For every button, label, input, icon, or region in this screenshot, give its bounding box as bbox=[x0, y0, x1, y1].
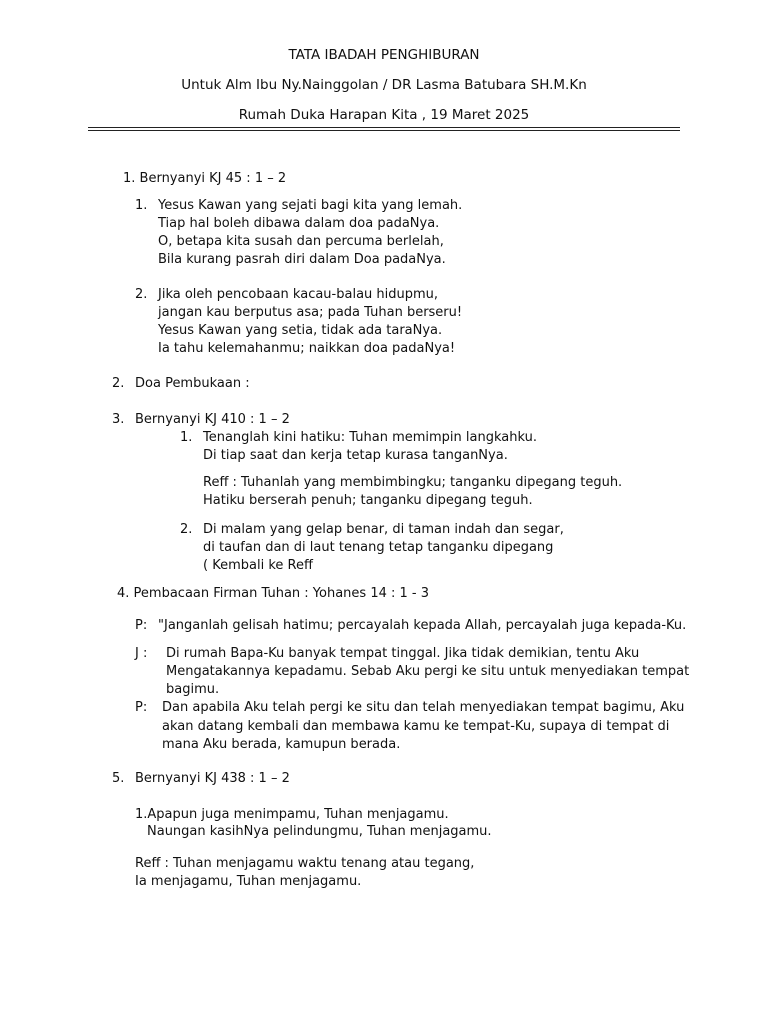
document-subtitle: Untuk Alm Ibu Ny.Nainggolan / DR Lasma Batubara SH.M.Kn bbox=[181, 77, 587, 93]
s3-verse-1-number: 1. bbox=[180, 430, 193, 445]
s4-p2-label: P: bbox=[135, 700, 148, 715]
section-5-heading: Bernyanyi KJ 438 : 1 – 2 bbox=[135, 771, 290, 786]
s1-verse-1-number: 1. bbox=[135, 198, 148, 213]
document-title: TATA IBADAH PENGHIBURAN bbox=[288, 47, 480, 63]
s1-verse-2-line: Ia tahu kelemahanmu; naikkan doa padaNya! bbox=[158, 341, 456, 356]
section-3-number: 3. bbox=[112, 412, 125, 427]
s5-verse-1-line: 1.Apapun juga menimpamu, Tuhan menjagamu. bbox=[135, 807, 449, 822]
s4-p2-line: akan datang kembali dan membawa kamu ke tempat-Ku, supaya di tempat di bbox=[162, 719, 670, 734]
s5-verse-1-line: Naungan kasihNya pelindungmu, Tuhan menjagamu. bbox=[147, 824, 492, 839]
s4-p2-line: Dan apabila Aku telah pergi ke situ dan telah menyediakan tempat bagimu, Aku bbox=[162, 700, 685, 715]
section-4-heading: 4. Pembacaan Firman Tuhan : Yohanes 14 : 1 - 3 bbox=[117, 586, 429, 601]
s4-p1-text: "Janganlah gelisah hatimu; percayalah kepada Allah, percayalah juga kepada-Ku. bbox=[158, 618, 687, 633]
s1-verse-1-line: Yesus Kawan yang sejati bagi kita yang lemah. bbox=[158, 198, 463, 213]
section-2-number: 2. bbox=[112, 376, 125, 391]
header-rule-bottom bbox=[88, 130, 680, 131]
section-2-heading: Doa Pembukaan : bbox=[135, 376, 250, 391]
s3-verse-2-number: 2. bbox=[180, 522, 193, 537]
s1-verse-2-line: jangan kau berputus asa; pada Tuhan berseru! bbox=[158, 305, 463, 320]
s4-p2-line: mana Aku berada, kamupun berada. bbox=[162, 737, 401, 752]
document-place-date: Rumah Duka Harapan Kita , 19 Maret 2025 bbox=[238, 107, 530, 123]
s4-j-line: bagimu. bbox=[166, 682, 220, 697]
s4-p1-label: P: bbox=[135, 618, 148, 633]
s5-reff-line: Ia menjagamu, Tuhan menjagamu. bbox=[135, 874, 362, 889]
s5-reff-line: Reff : Tuhan menjagamu waktu tenang atau tegang, bbox=[135, 856, 475, 871]
s1-verse-1-line: O, betapa kita susah dan percuma berlelah, bbox=[158, 234, 444, 249]
section-5-number: 5. bbox=[112, 771, 125, 786]
s1-verse-2-line: Yesus Kawan yang setia, tidak ada taraNya. bbox=[158, 323, 443, 338]
s3-verse-1-line: Di tiap saat dan kerja tetap kurasa tanganNya. bbox=[203, 448, 508, 463]
s1-verse-2-line: Jika oleh pencobaan kacau-balau hidupmu, bbox=[158, 287, 439, 302]
s3-verse-2-line: ( Kembali ke Reff bbox=[203, 558, 313, 573]
section-1-heading: 1. Bernyanyi KJ 45 : 1 – 2 bbox=[123, 171, 287, 186]
s3-verse-2-line: di taufan dan di laut tenang tetap tanganku dipegang bbox=[203, 540, 554, 555]
s1-verse-1-line: Tiap hal boleh dibawa dalam doa padaNya. bbox=[158, 216, 440, 231]
s3-verse-1-line: Tenanglah kini hatiku: Tuhan memimpin langkahku. bbox=[203, 430, 537, 445]
s3-verse-2-line: Di malam yang gelap benar, di taman indah dan segar, bbox=[203, 522, 564, 537]
s1-verse-2-number: 2. bbox=[135, 287, 148, 302]
s4-j-label: J : bbox=[135, 646, 148, 661]
s4-j-line: Di rumah Bapa-Ku banyak tempat tinggal. Jika tidak demikian, tentu Aku bbox=[166, 646, 640, 661]
s4-j-line: Mengatakannya kepadamu. Sebab Aku pergi ke situ untuk menyediakan tempat bbox=[166, 664, 690, 679]
header-rule-top bbox=[88, 127, 680, 128]
section-3-heading: Bernyanyi KJ 410 : 1 – 2 bbox=[135, 412, 290, 427]
s1-verse-1-line: Bila kurang pasrah diri dalam Doa padaNya. bbox=[158, 252, 446, 267]
s3-reff-line: Hatiku berserah penuh; tanganku dipegang teguh. bbox=[203, 493, 533, 508]
s3-reff-line: Reff : Tuhanlah yang membimbingku; tanganku dipegang teguh. bbox=[203, 475, 623, 490]
